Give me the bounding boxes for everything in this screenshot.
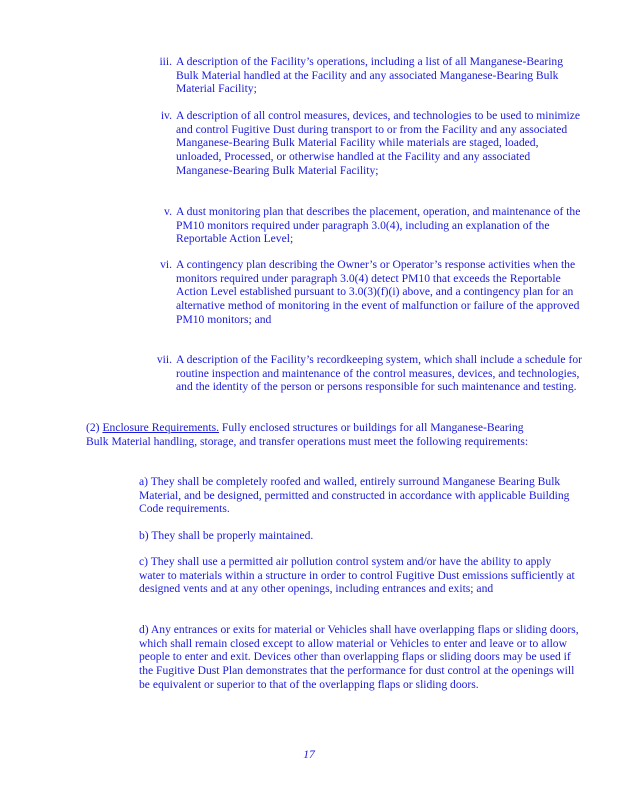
item-text: A contingency plan describing the Owner’s or Operator’s response activities when the monitors required under paragraph 3.0(4) detect PM10 that exceeds the Reportable Action Level established pursuant to 3.0(3)(f)(i) above, and a contingency plan for an alternative method of monitoring in the event of malfunction or failure of the approved PM10 monitors; and bbox=[176, 258, 580, 326]
sub-item-b bbox=[139, 529, 579, 543]
sub-item-text: d) Any entrances or exits for material or Vehicles shall have overlapping flaps or sliding doors, which shall remain closed except to allow material or Vehicles to enter and leave or to allow people to enter and exit. Devices other than overlapping flaps or sliding doors may be used if the Fugitive Dust Plan demonstrates that the performance for dust control at the openings will be equivalent or superior to that of the overlapping flaps or sliding doors. bbox=[139, 623, 579, 691]
item-text: A dust monitoring plan that describes the placement, operation, and maintenance of the PM10 monitors required under paragraph 3.0(4), including an explanation of the Reportable Action Level; bbox=[176, 205, 581, 246]
page-number: 17 bbox=[303, 748, 315, 761]
item-number: vii. bbox=[156, 353, 172, 366]
item-text: A description of the Facility’s recordkeeping system, which shall include a schedule for routine inspection and maintenance of the control measures, devices, and technologies, and the identity of the person or persons responsible for such maintenance and testing. bbox=[176, 353, 582, 394]
section-heading: Enclosure Requirements. bbox=[102, 421, 219, 434]
item-number: vi. bbox=[160, 258, 172, 271]
item-text: A description of all control measures, devices, and technologies to be used to minimize and control Fugitive Dust during transport to or from the Facility and any associated Manganese-Bearing Bulk Material Facility while materials are staged, loaded, unloaded, Processed, or otherwise handled at the Facility and any associated Manganese-Bearing Bulk Material Facility; bbox=[176, 109, 581, 177]
section-number: (2) bbox=[86, 421, 100, 434]
section-text: Fully enclosed structures or buildings for all Manganese-Bearing Bulk Material handling, storage, and transfer operations must meet the following requirements: bbox=[86, 421, 529, 448]
item-number: iv. bbox=[160, 109, 172, 122]
sub-item-text: a) They shall be completely roofed and walled, entirely surround Manganese Bearing Bulk Material, and be designed, permitted and constructed in accordance with applicable Building Code requirements. bbox=[139, 475, 570, 516]
sub-item-c bbox=[139, 555, 579, 596]
list-item-vi bbox=[150, 258, 582, 327]
list-item-iv bbox=[150, 109, 582, 178]
sub-item-d bbox=[139, 623, 579, 692]
list-item-v bbox=[150, 205, 582, 246]
section-2 bbox=[86, 421, 536, 448]
item-text: A description of the Facility’s operations, including a list of all Manganese-Bearing Bulk Material handled at the Facility and any associated Manganese-Bearing Bulk Material Facility; bbox=[176, 55, 564, 96]
list-item-iii bbox=[150, 55, 582, 96]
sub-item-a bbox=[139, 475, 579, 516]
sub-item-text: b) They shall be properly maintained. bbox=[139, 529, 314, 542]
item-number: iii. bbox=[159, 55, 172, 68]
list-item-vii bbox=[150, 353, 582, 394]
sub-item-text: c) They shall use a permitted air pollution control system and/or have the ability to apply water to materials within a structure in order to control Fugitive Dust emissions sufficiently at designed vents and at any other openings, including entrances and exits; and bbox=[139, 555, 575, 596]
item-number: v. bbox=[164, 205, 172, 218]
